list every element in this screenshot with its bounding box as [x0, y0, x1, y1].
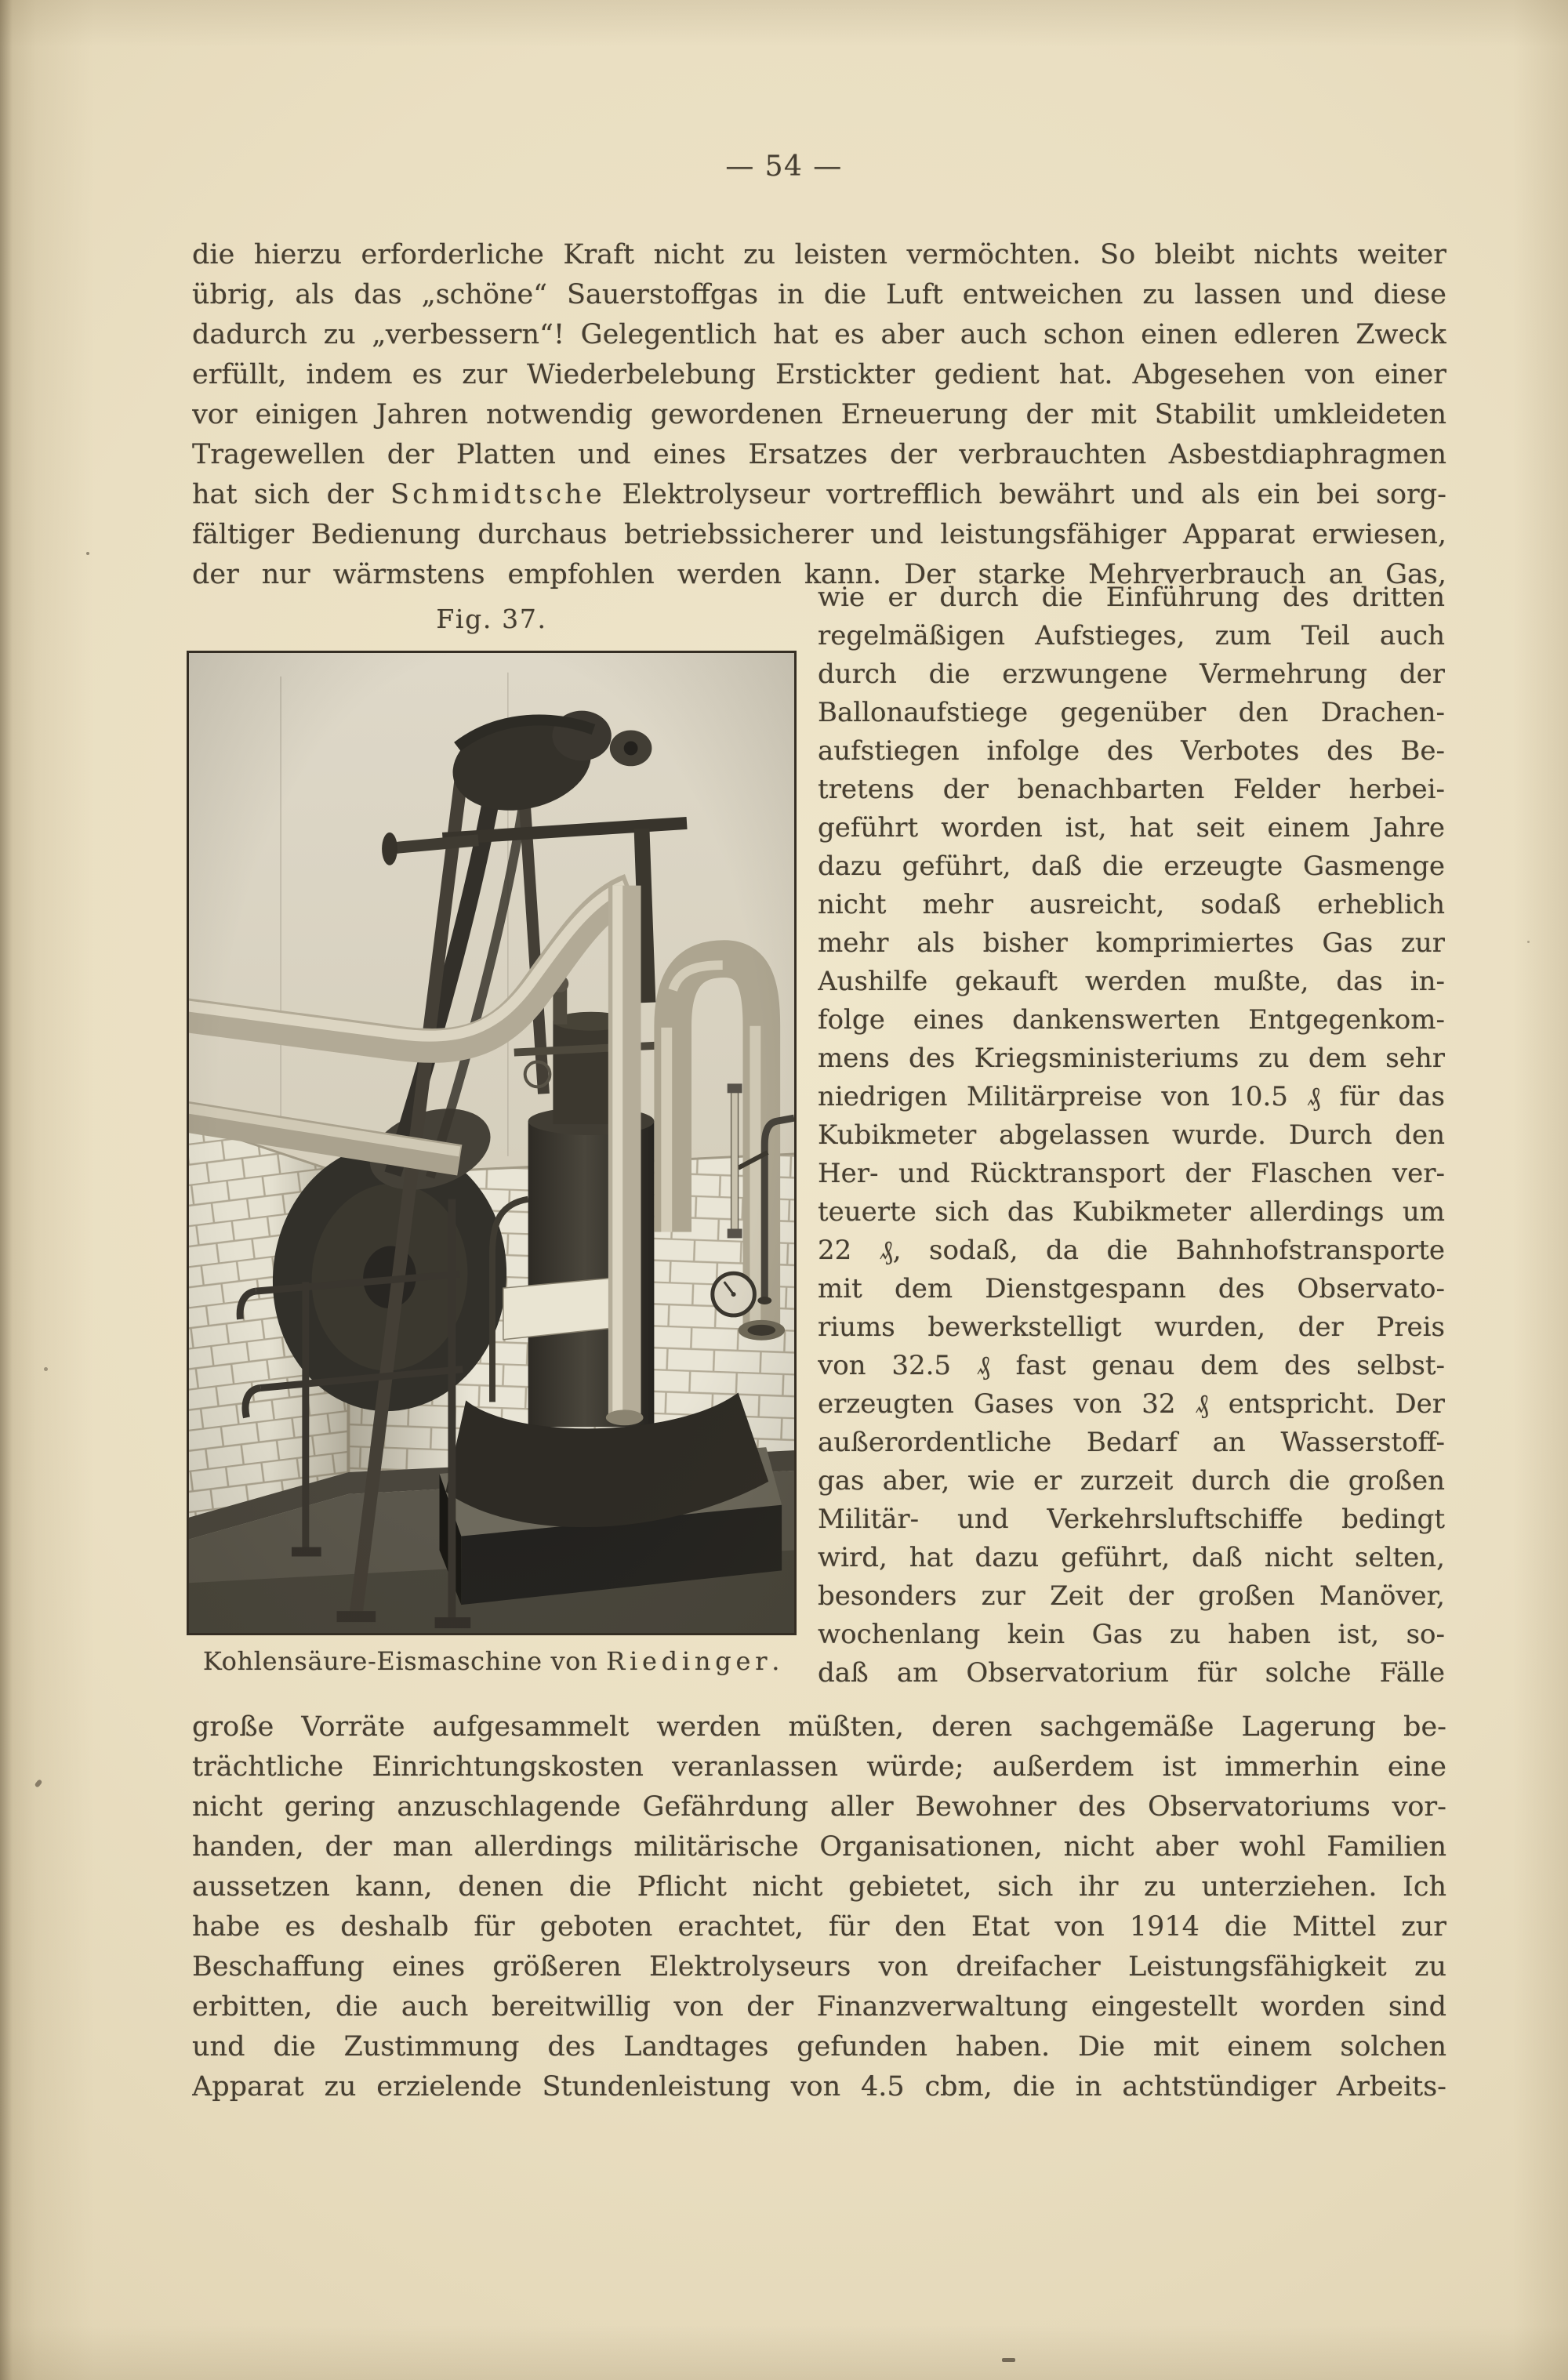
text-line: regelmäßigen Aufstieges, zum Teil auch — [818, 620, 1445, 651]
text-line: erbitten, die auch bereitwillig von der Finanzverwaltung eingestellt worden sind — [192, 1991, 1446, 2023]
letterspaced-name: Schmidtsche — [390, 479, 605, 510]
text-line: nicht gering anzuschlagende Gefährdung aller Bewohner des Observatoriums vor- — [192, 1791, 1446, 1823]
text-line: dazu geführt, daß die erzeugte Gasmenge — [818, 851, 1445, 882]
text-line: außerordentliche Bedarf an Wasserstoff- — [818, 1427, 1445, 1458]
text-line: Tragewellen der Platten und eines Ersatzes der verbrauchten Asbestdiaphragmen — [192, 439, 1446, 470]
text-line: folge eines dankenswerten Entgegenkom- — [818, 1004, 1445, 1036]
page-number: — 54 — — [725, 151, 843, 183]
text-line: mens des Kriegsministeriums zu dem sehr — [818, 1043, 1445, 1074]
text-line: riums bewerkstelligt wurden, der Preis — [818, 1312, 1445, 1343]
paper-speck — [1527, 941, 1530, 943]
text-line: trächtliche Einrichtungskosten veranlassen würde; außerdem ist immerhin eine — [192, 1751, 1446, 1783]
machine-photo-illustration — [189, 653, 794, 1633]
paragraph-top — [192, 235, 1446, 595]
text-line-emphasized — [192, 475, 1446, 515]
text-line: Her- und Rücktransport der Flaschen ver- — [818, 1158, 1445, 1189]
caption-maker-name: Riedinger — [606, 1646, 772, 1676]
text-line: aussetzen kann, denen die Pflicht nicht gebietet, sich ihr zu unterziehen. Ich — [192, 1871, 1446, 1903]
text-line: vor einigen Jahren notwendig gewordenen Erneuerung der mit Stabilit umkleideten — [192, 399, 1446, 430]
text-line: erzeugten Gases von 32 ₰ entspricht. Der — [818, 1388, 1445, 1420]
paper-speck — [44, 1367, 48, 1371]
figure-label: Fig. 37. — [436, 604, 547, 634]
text-line: 22 ₰, sodaß, da die Bahnhofstransporte — [818, 1235, 1445, 1266]
text-line: durch die erzwungene Vermehrung der — [818, 658, 1445, 690]
text-line: nicht mehr ausreicht, sodaß erheblich — [818, 889, 1445, 920]
text-line: von 32.5 ₰ fast genau dem des selbst- — [818, 1350, 1445, 1381]
paper-speck — [86, 552, 89, 555]
caption-text: Kohlensäure-Eismaschine von — [202, 1646, 607, 1676]
text-segment: Elektrolyseur vortrefflich bewährt und als ein bei sorg- — [604, 479, 1446, 510]
text-line: besonders zur Zeit der großen Manöver, — [818, 1580, 1445, 1612]
text-line: übrig, als das „schöne“ Sauerstoffgas in die Luft entweichen zu lassen und diese — [192, 279, 1446, 310]
text-line: handen, der man allerdings militärische Organisationen, nicht aber wohl Familien — [192, 1831, 1446, 1863]
text-line: aufstiegen infolge des Verbotes des Be- — [818, 735, 1445, 767]
text-line: mehr als bisher komprimiertes Gas zur — [818, 927, 1445, 959]
text-line: Aushilfe gekauft werden mußte, das in- — [818, 966, 1445, 997]
text-line: Militär- und Verkehrsluftschiffe bedingt — [818, 1504, 1445, 1535]
right-text-column — [818, 579, 1445, 1692]
text-line: Ballonaufstiege gegenüber den Drachen- — [818, 697, 1445, 728]
paragraph-bottom — [192, 1707, 1446, 2107]
text-line: Apparat zu erzielende Stundenleistung von 4.5 cbm, die in achtstündiger Arbeits- — [192, 2071, 1446, 2102]
figure-caption — [187, 1646, 797, 1676]
text-line: habe es deshalb für geboten erachtet, für den Etat von 1914 die Mittel zur — [192, 1911, 1446, 1943]
text-line: niedrigen Militärpreise von 10.5 ₰ für das — [818, 1081, 1445, 1112]
caption-period: . — [771, 1646, 781, 1676]
paper-speck — [1002, 2358, 1015, 2362]
text-line: Kubikmeter abgelassen wurde. Durch den — [818, 1119, 1445, 1151]
text-line: Beschaffung eines größeren Elektrolyseurs von dreifacher Leistungsfähigkeit zu — [192, 1951, 1446, 1983]
text-segment: hat sich der — [192, 479, 390, 510]
text-line: große Vorräte aufgesammelt werden müßten, deren sachgemäße Lagerung be- — [192, 1711, 1446, 1743]
text-line: mit dem Dienstgespann des Observato- — [818, 1273, 1445, 1304]
text-line: erfüllt, indem es zur Wiederbelebung Erstickter gedient hat. Abgesehen von einer — [192, 359, 1446, 390]
paper-speck — [34, 1779, 43, 1788]
text-line: wochenlang kein Gas zu haben ist, so- — [818, 1619, 1445, 1650]
text-line: fältiger Bedienung durchaus betriebssicherer und leistungsfähiger Apparat erwiesen, — [192, 519, 1446, 550]
text-line: daß am Observatorium für solche Fälle — [818, 1657, 1445, 1689]
text-line: die hierzu erforderliche Kraft nicht zu leisten vermöchten. So bleibt nichts weiter — [192, 239, 1446, 270]
text-line: der nur wärmstens empfohlen werden kann. Der starke Mehrverbrauch an Gas, — [192, 559, 1446, 590]
photo-vignette — [189, 653, 794, 1633]
text-line: und die Zustimmung des Landtages gefunden haben. Die mit einem solchen — [192, 2031, 1446, 2063]
text-line: gas aber, wie er zurzeit durch die großen — [818, 1465, 1445, 1497]
text-line: wie er durch die Einführung des dritten — [818, 582, 1445, 613]
text-line: tretens der benachbarten Felder herbei- — [818, 774, 1445, 805]
text-line: dadurch zu „verbessern“! Gelegentlich hat es aber auch schon einen edleren Zweck — [192, 319, 1446, 350]
text-line: teuerte sich das Kubikmeter allerdings um — [818, 1196, 1445, 1228]
figure-frame — [187, 651, 797, 1635]
text-line: wird, hat dazu geführt, daß nicht selten, — [818, 1542, 1445, 1573]
text-line: geführt worden ist, hat seit einem Jahre — [818, 812, 1445, 844]
